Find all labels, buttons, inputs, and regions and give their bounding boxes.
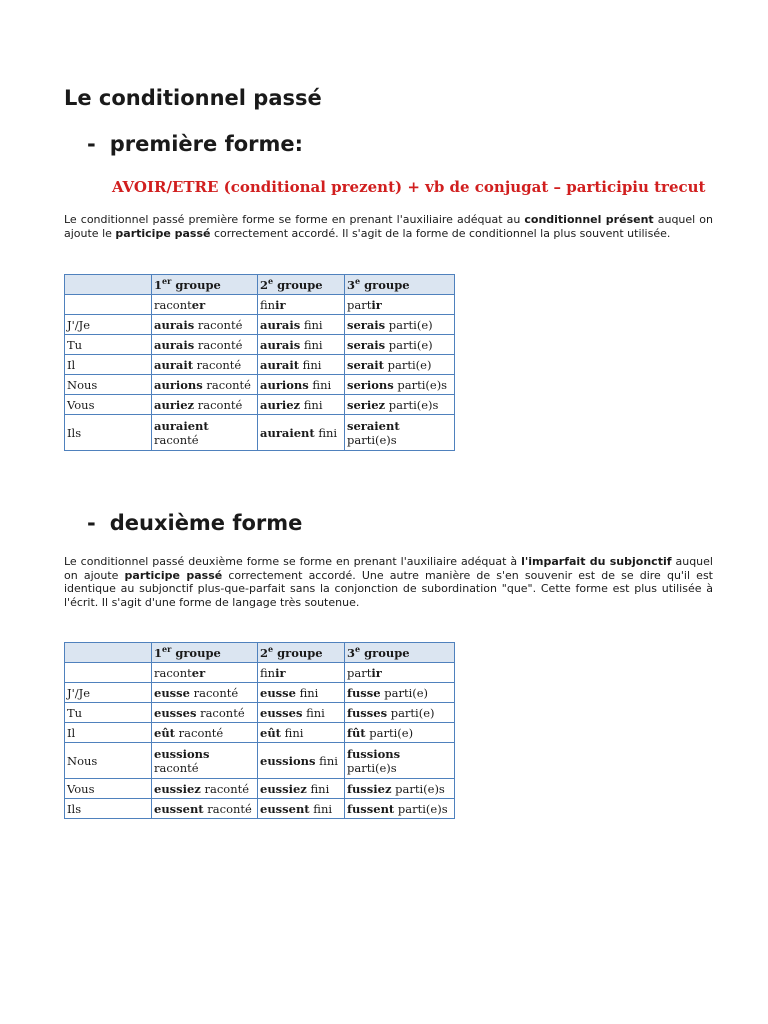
section-heading-2-label: deuxième forme	[109, 511, 303, 535]
table-row	[65, 723, 455, 743]
past-participle: fini	[315, 753, 338, 768]
infinitive-stem: racont	[154, 297, 192, 312]
conjugation-cell	[152, 355, 258, 375]
pronoun-cell: Il	[65, 723, 152, 743]
conjugation-cell	[258, 743, 345, 779]
pronoun-cell: Vous	[65, 395, 152, 415]
conjugation-cell	[258, 415, 345, 451]
conjugation-cell	[345, 723, 455, 743]
auxiliary-verb: eût	[154, 725, 175, 740]
pronoun-cell: J'/Je	[65, 683, 152, 703]
auxiliary-verb: fussent	[347, 801, 395, 816]
paragraph-1	[64, 213, 713, 240]
conjugation-cell	[152, 375, 258, 395]
group-ordinal: e	[355, 643, 361, 654]
conjugation-cell	[258, 395, 345, 415]
group-number: 3	[347, 645, 356, 660]
pronoun-cell: Ils	[65, 799, 152, 819]
auxiliary-verb: serais	[347, 337, 386, 352]
table-header-row	[65, 275, 455, 295]
header-cell	[152, 275, 258, 295]
group-ordinal: er	[162, 643, 172, 654]
bold-term: l'imparfait du subjonctif	[521, 555, 672, 568]
paragraph-text: Le conditionnel passé deuxième forme se forme en prenant l'auxiliaire adéquat à	[64, 555, 522, 568]
auxiliary-verb: eussiez	[260, 781, 307, 796]
pronoun-cell: Nous	[65, 375, 152, 395]
conjugation-cell	[345, 743, 455, 779]
table-row	[65, 315, 455, 335]
conjugation-cell	[345, 355, 455, 375]
group-label: groupe	[360, 277, 410, 292]
conjugation-cell	[345, 779, 455, 799]
past-participle: raconté	[194, 397, 243, 412]
auxiliary-verb: auraient	[154, 418, 209, 433]
group-number: 1	[154, 277, 163, 292]
past-participle: fini	[302, 705, 325, 720]
conjugation-cell	[258, 779, 345, 799]
group-number: 1	[154, 645, 163, 660]
header-cell	[345, 643, 455, 663]
auxiliary-verb: serions	[347, 377, 394, 392]
conjugation-cell	[258, 723, 345, 743]
past-participle: fini	[295, 685, 319, 700]
conjugation-cell	[258, 799, 345, 819]
table-row	[65, 779, 455, 799]
auxiliary-verb: eusses	[154, 705, 197, 720]
auxiliary-verb: eussiez	[154, 781, 201, 796]
past-participle: parti(e)s	[385, 397, 439, 412]
group-label: groupe	[273, 277, 323, 292]
table-row	[65, 335, 455, 355]
auxiliary-verb: eusses	[260, 705, 303, 720]
auxiliary-verb: fusses	[347, 705, 388, 720]
past-participle: parti(e)	[385, 337, 433, 352]
infinitive-stem: racont	[154, 665, 192, 680]
pronoun-cell: Ils	[65, 415, 152, 451]
conjugation-cell	[152, 743, 258, 779]
auxiliary-verb: auriez	[260, 397, 301, 412]
auxiliary-verb: eusse	[260, 685, 296, 700]
past-participle: parti(e)s	[394, 801, 448, 816]
conjugation-cell	[345, 375, 455, 395]
group-number: 2	[260, 645, 269, 660]
paragraph-2	[64, 555, 713, 609]
past-participle: parti(e)s	[347, 760, 397, 775]
group-label: groupe	[360, 645, 410, 660]
past-participle: raconté	[200, 781, 250, 796]
pronoun-cell: Tu	[65, 335, 152, 355]
table-row	[65, 375, 455, 395]
past-participle: fini	[308, 377, 332, 392]
table-header-row	[65, 643, 455, 663]
past-participle: fini	[306, 781, 330, 796]
group-ordinal: e	[268, 275, 274, 286]
past-participle: raconté	[194, 337, 243, 352]
page-title: Le conditionnel passé	[64, 86, 322, 110]
auxiliary-verb: fût	[347, 725, 366, 740]
auxiliary-verb: eussent	[154, 801, 204, 816]
auxiliary-verb: seriez	[347, 397, 386, 412]
infinitive-cell	[152, 663, 258, 683]
infinitive-stem: fin	[260, 665, 276, 680]
past-participle: raconté	[193, 357, 242, 372]
conjugation-cell	[345, 683, 455, 703]
infinitive-stem: part	[347, 665, 372, 680]
past-participle: parti(e)	[380, 685, 429, 700]
paragraph-text: correctement accordé. Il s'agit de la forme de conditionnel la plus souvent utilisée.	[210, 226, 671, 240]
pronoun-cell: Il	[65, 355, 152, 375]
conjugation-cell	[258, 683, 345, 703]
past-participle: parti(e)	[383, 357, 432, 372]
auxiliary-verb: aurais	[154, 337, 195, 352]
conjugation-cell	[152, 799, 258, 819]
bold-term: participe passé	[115, 226, 211, 240]
auxiliary-verb: serais	[347, 317, 386, 332]
pronoun-cell: Vous	[65, 779, 152, 799]
past-participle: raconté	[154, 760, 199, 775]
past-participle: raconté	[175, 725, 224, 740]
infinitive-row	[65, 295, 455, 315]
past-participle: raconté	[203, 801, 252, 816]
auxiliary-verb: aurait	[260, 357, 300, 372]
auxiliary-verb: aurais	[260, 317, 301, 332]
past-participle: raconté	[194, 317, 243, 332]
paragraph-text: auquel on ajoute	[64, 555, 713, 582]
infinitive-ending: er	[191, 297, 206, 312]
header-cell	[258, 275, 345, 295]
conjugation-cell	[345, 703, 455, 723]
header-empty-cell	[65, 643, 152, 663]
conjugation-cell	[152, 723, 258, 743]
conjugation-cell	[345, 415, 455, 451]
infinitive-cell	[345, 295, 455, 315]
group-label: groupe	[273, 645, 323, 660]
conjugation-cell	[345, 395, 455, 415]
past-participle: raconté	[154, 432, 199, 447]
past-participle: parti(e)	[387, 705, 435, 720]
conjugation-cell	[258, 703, 345, 723]
paragraph-text: Le conditionnel passé première forme se forme en prenant l'auxiliaire adéquat au	[64, 213, 525, 226]
bold-term: conditionnel présent	[524, 213, 654, 226]
conjugation-cell	[345, 799, 455, 819]
bold-term: participe passé	[124, 568, 223, 582]
group-ordinal: e	[268, 643, 274, 654]
infinitive-ending: ir	[275, 665, 286, 680]
group-label: groupe	[171, 277, 221, 292]
paragraph-text: auquel on ajoute le	[64, 213, 714, 240]
conjugation-cell	[258, 315, 345, 335]
infinitive-ending: er	[191, 665, 206, 680]
auxiliary-verb: seraient	[347, 418, 400, 433]
conjugation-cell	[152, 703, 258, 723]
section-heading-1: - première forme:	[87, 132, 304, 156]
past-participle: fini	[300, 337, 323, 352]
header-cell	[258, 643, 345, 663]
header-cell	[345, 275, 455, 295]
conjugation-cell	[152, 315, 258, 335]
group-number: 2	[260, 277, 269, 292]
auxiliary-verb: fussions	[347, 746, 401, 761]
auxiliary-verb: eussent	[260, 801, 310, 816]
conjugation-cell	[152, 335, 258, 355]
auxiliary-verb: auriez	[154, 397, 195, 412]
conjugation-cell	[345, 315, 455, 335]
group-label: groupe	[171, 645, 221, 660]
infinitive-empty-cell	[65, 663, 152, 683]
conjugation-cell	[152, 779, 258, 799]
past-participle: raconté	[196, 705, 245, 720]
conjugation-cell	[258, 335, 345, 355]
past-participle: fini	[314, 425, 338, 440]
past-participle: parti(e)s	[393, 377, 448, 392]
group-number: 3	[347, 277, 356, 292]
auxiliary-verb: fussiez	[347, 781, 392, 796]
infinitive-cell	[258, 295, 345, 315]
auxiliary-verb: fusse	[347, 685, 381, 700]
auxiliary-verb: serait	[347, 357, 384, 372]
infinitive-cell	[258, 663, 345, 683]
pronoun-cell: Tu	[65, 703, 152, 723]
auxiliary-verb: eussions	[260, 753, 316, 768]
past-participle: fini	[300, 317, 323, 332]
infinitive-ending: ir	[275, 297, 286, 312]
formula-note: AVOIR/ETRE (conditional prezent) + vb de conjugat – participiu trecut	[112, 178, 706, 196]
past-participle: fini	[281, 725, 304, 740]
past-participle: parti(e)s	[391, 781, 445, 796]
table-row	[65, 415, 455, 451]
infinitive-cell	[345, 663, 455, 683]
paragraph-text: correctement accordé. Une autre manière de s'en souvenir est de se dire qu'il est identique au subjonctif plus-que-parfait sans la conjonction de subordination "que". Cette forme est plus utilisée à l'écrit. Il s'agit d'une forme de langage très soutenue.	[64, 568, 713, 609]
section-heading-1-label: première forme:	[109, 132, 304, 156]
table-row	[65, 743, 455, 779]
table-row	[65, 355, 455, 375]
past-participle: raconté	[189, 685, 239, 700]
auxiliary-verb: aurais	[260, 337, 301, 352]
pronoun-cell: Nous	[65, 743, 152, 779]
past-participle: parti(e)	[385, 317, 433, 332]
auxiliary-verb: eussions	[154, 746, 210, 761]
auxiliary-verb: auraient	[260, 425, 315, 440]
past-participle: fini	[299, 357, 322, 372]
conjugation-cell	[152, 415, 258, 451]
conjugation-table-2	[64, 642, 455, 819]
conjugation-cell	[152, 395, 258, 415]
group-ordinal: er	[162, 275, 172, 286]
infinitive-stem: part	[347, 297, 372, 312]
header-empty-cell	[65, 275, 152, 295]
conjugation-cell	[258, 355, 345, 375]
table-row	[65, 395, 455, 415]
infinitive-cell	[152, 295, 258, 315]
table-row	[65, 683, 455, 703]
section-heading-2: - deuxième forme	[87, 511, 303, 535]
infinitive-ending: ir	[371, 665, 382, 680]
auxiliary-verb: aurait	[154, 357, 194, 372]
conjugation-cell	[152, 683, 258, 703]
past-participle: parti(e)s	[347, 432, 397, 447]
infinitive-stem: fin	[260, 297, 276, 312]
past-participle: raconté	[202, 377, 251, 392]
auxiliary-verb: aurions	[260, 377, 309, 392]
auxiliary-verb: aurais	[154, 317, 195, 332]
infinitive-row	[65, 663, 455, 683]
past-participle: parti(e)	[365, 725, 414, 740]
conjugation-cell	[345, 335, 455, 355]
pronoun-cell: J'/Je	[65, 315, 152, 335]
auxiliary-verb: eusse	[154, 685, 190, 700]
conjugation-cell	[258, 375, 345, 395]
auxiliary-verb: eût	[260, 725, 281, 740]
table-row	[65, 799, 455, 819]
past-participle: fini	[309, 801, 333, 816]
infinitive-empty-cell	[65, 295, 152, 315]
header-cell	[152, 643, 258, 663]
infinitive-ending: ir	[371, 297, 382, 312]
auxiliary-verb: aurions	[154, 377, 203, 392]
past-participle: fini	[300, 397, 323, 412]
conjugation-table-1	[64, 274, 455, 451]
group-ordinal: e	[355, 275, 361, 286]
table-row	[65, 703, 455, 723]
